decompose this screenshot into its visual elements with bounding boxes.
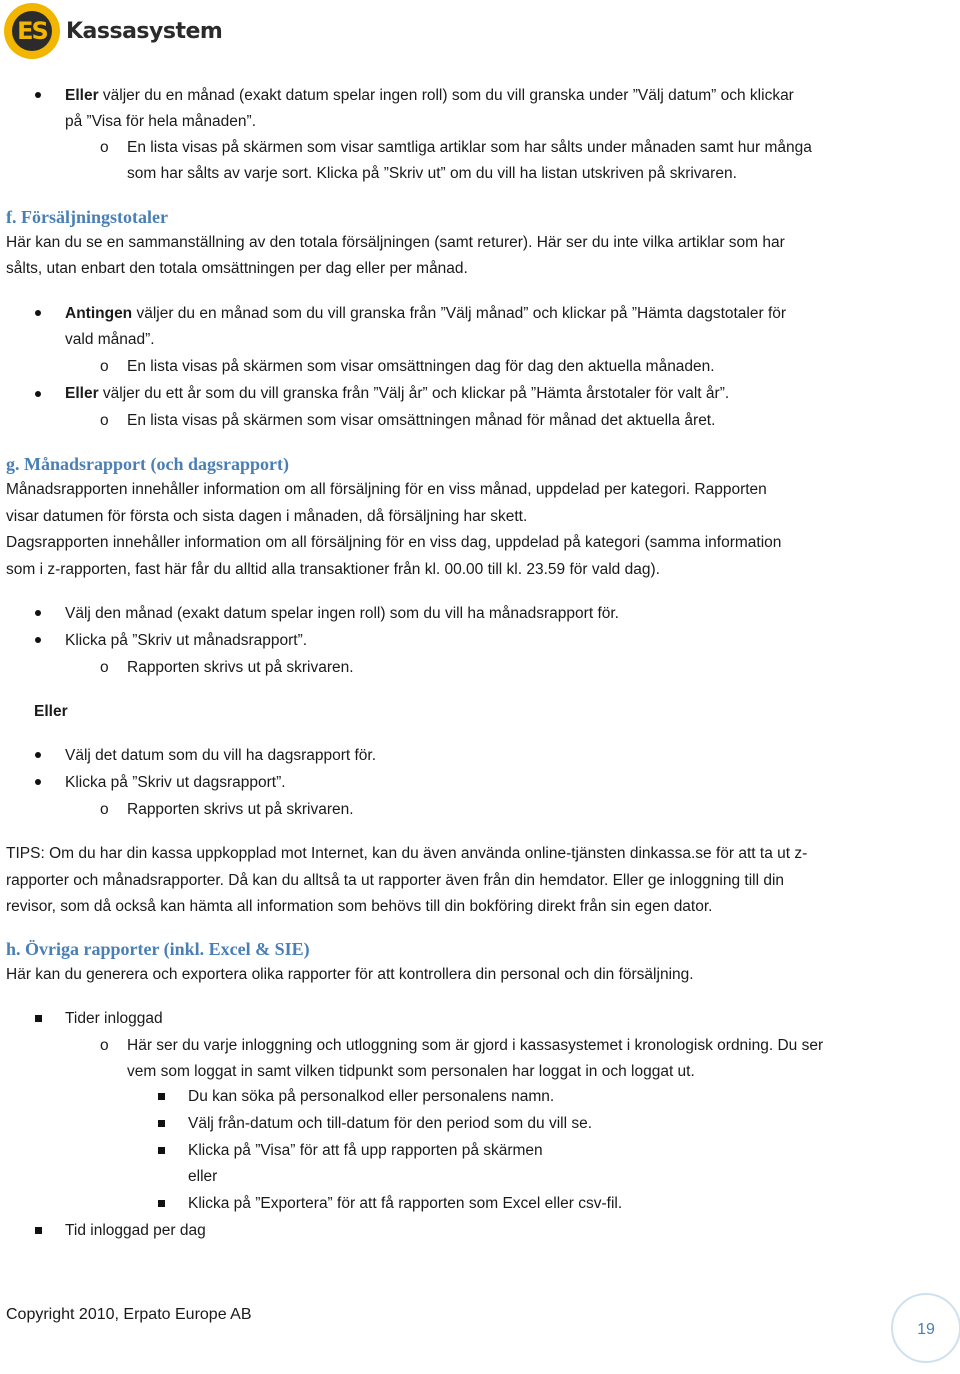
paragraph-line: som har sålts av varje sort. Klicka på ”Skriv ut” om du vill ha listan utskriven på skrivaren. [127,165,737,182]
square-bullet-icon [158,1147,165,1154]
paragraph-line: Välj det datum som du vill ha dagsrapport för. [65,747,377,764]
section-heading-h: h. Övriga rapporter (inkl. Excel & SIE) [6,939,310,959]
sub-bullet-icon: o [100,139,109,156]
bold-word: Eller [65,87,99,104]
paragraph-line: Klicka på ”Skriv ut månadsrapport”. [65,632,308,649]
page-number: 19 [891,1293,960,1363]
sub-bullet-icon: o [100,659,109,676]
logo-icon [4,3,60,59]
paragraph-line: Rapporten skrivs ut på skrivaren. [127,801,354,818]
paragraph-line: visar datumen för första och sista dagen i månaden, då försäljning har skett. [6,508,528,525]
paragraph-line: Välj den månad (exakt datum spelar ingen roll) som du vill ha månadsrapport för. [65,605,619,622]
paragraph-line: Du kan söka på personalkod eller personalens namn. [188,1088,555,1105]
paragraph-line: En lista visas på skärmen som visar omsättningen månad för månad det aktuella året. [127,412,716,429]
text: väljer du en månad (exakt datum spelar ingen roll) som du vill granska under ”Välj datum” och klickar [98,87,794,104]
paragraph-line: Här kan du generera och exportera olika rapporter för att kontrollera din personal och din försäljning. [6,966,694,983]
bullet-icon [35,310,41,316]
sub-bullet-icon: o [100,358,109,375]
bold-word: Eller [65,385,99,402]
sub-bullet-icon: o [100,801,109,818]
section-heading-g: g. Månadsrapport (och dagsrapport) [6,454,290,474]
paragraph-line: En lista visas på skärmen som visar samtliga artiklar som har sålts under månaden samt hur många [127,139,812,156]
paragraph-line: En lista visas på skärmen som visar omsättningen dag för dag den aktuella månaden. [127,358,715,375]
bullet-icon [35,610,41,616]
paragraph-line: Dagsrapporten innehåller information om all försäljning för en viss dag, uppdelad på kategori (samma information [6,534,782,551]
square-bullet-icon [35,1015,42,1022]
paragraph-line: rapporter och månadsrapporter. Då kan du alltså ta ut rapporter även från din hemdator. Eller ge inloggning till din [6,872,785,889]
sub-bullet-icon: o [100,1037,109,1054]
paragraph-line: Här ser du varje inloggning och utloggning som är gjord i kassasystemet i kronologisk ordning. Du ser [127,1037,824,1054]
square-bullet-icon [158,1093,165,1100]
copyright-footer: Copyright 2010, Erpato Europe AB [6,1306,252,1323]
eller-label: Eller [34,703,68,720]
bullet-icon [35,779,41,785]
paragraph-line: Tid inloggad per dag [65,1222,206,1239]
paragraph-line: som i z-rapporten, fast här får du alltid alla transaktioner från kl. 00.00 till kl. 23.59 för vald dag). [6,561,660,578]
paragraph-line: Rapporten skrivs ut på skrivaren. [127,659,354,676]
paragraph-line: Välj från-datum och till-datum för den period som du vill se. [188,1115,593,1132]
bullet-icon [35,92,41,98]
paragraph-line: Tider inloggad [65,1010,163,1027]
paragraph-line [65,303,786,325]
square-bullet-icon [158,1200,165,1207]
paragraph-line: på ”Visa för hela månaden”. [65,113,256,130]
paragraph-line: sålts, utan enbart den totala omsättningen per dag eller per månad. [6,260,468,277]
paragraph-line [65,383,729,405]
paragraph-line: Här kan du se en sammanställning av den totala försäljningen (samt returer). Här ser du inte vilka artiklar som har [6,234,785,251]
paragraph-line: Klicka på ”Skriv ut dagsrapport”. [65,774,286,791]
section-heading-f: f. Försäljningstotaler [6,207,168,227]
square-bullet-icon [35,1227,42,1234]
logo-text: Kassasystem [66,18,223,44]
paragraph-line: Klicka på ”Exportera” för att få rapporten som Excel eller csv-fil. [188,1195,623,1212]
text: väljer du ett år som du vill granska från ”Välj år” och klickar på ”Hämta årstotaler för valt år”. [98,385,730,402]
text: väljer du en månad som du vill granska från ”Välj månad” och klickar på ”Hämta dagstotaler för [132,305,787,322]
paragraph-line: eller [188,1168,218,1185]
bullet-icon [35,752,41,758]
sub-bullet-icon: o [100,412,109,429]
paragraph-line [65,85,794,107]
paragraph-line: Klicka på ”Visa” för att få upp rapporten på skärmen [188,1142,543,1159]
paragraph-line: Månadsrapporten innehåller information om all försäljning för en viss månad, uppdelad per kategori. Rapporten [6,481,767,498]
bold-word: Antingen [65,305,133,322]
paragraph-line: revisor, som då också kan hämta all information som behövs till din bokföring direkt från sin egen dator. [6,898,713,915]
logo-mark: ES [12,11,52,51]
kassasystem-logo [4,3,222,59]
bullet-icon [35,391,41,397]
paragraph-line: TIPS: Om du har din kassa uppkopplad mot Internet, kan du även använda online-tjänsten dinkassa.se för att ta ut z- [6,845,808,862]
paragraph-line: vald månad”. [65,331,155,348]
bullet-icon [35,637,41,643]
paragraph-line: vem som loggat in samt vilken tidpunkt som personalen har loggat in och loggat ut. [127,1063,695,1080]
square-bullet-icon [158,1120,165,1127]
